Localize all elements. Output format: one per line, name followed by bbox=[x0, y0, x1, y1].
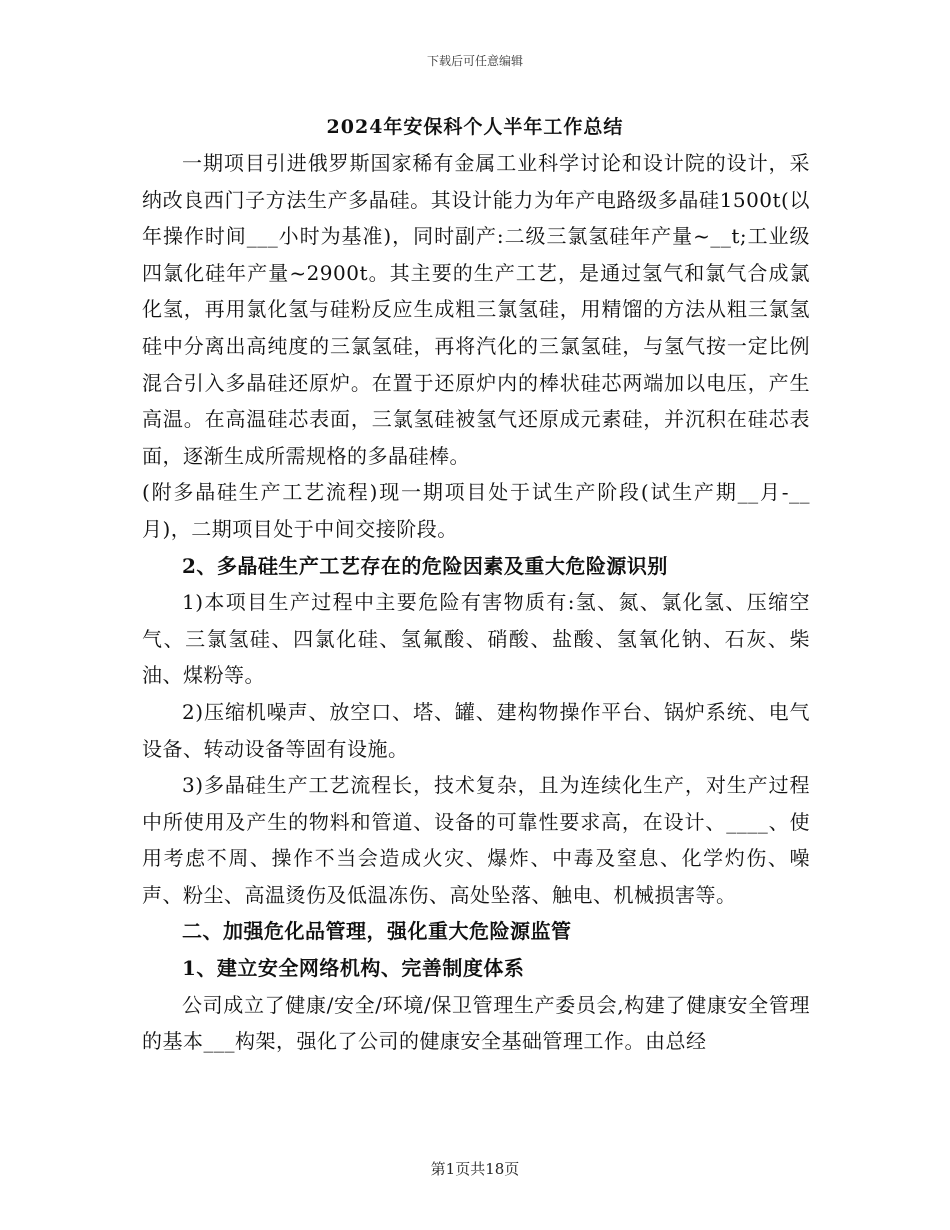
paragraph-project-intro: 一期项目引进俄罗斯国家稀有金属工业科学讨论和设计院的设计，采纳改良西门子方法生产多晶硅。其设计能力为年产电路级多晶硅1500t(以年操作时间___小时为基准)，同时副产:二级三氯氢硅年产量~__t;工业级四氯化硅年产量~2900t。其主要的生产工艺，是通过氢气和氯气合成氯化氢，再用氯化氢与硅粉反应生成粗三氯氢硅，用精馏的方法从粗三氯氢硅中分离出高纯度的三氯氢硅，再将汽化的三氯氢硅，与氢气按一定比例混合引入多晶硅还原炉。在置于还原炉内的棒状硅芯两端加以电压，产生高温。在高温硅芯表面，三氯氢硅被氢气还原成元素硅，并沉积在硅芯表面，逐渐生成所需规格的多晶硅棒。 bbox=[142, 151, 810, 468]
section-heading-hazards: 2、多晶硅生产工艺存在的危险因素及重大危险源识别 bbox=[182, 553, 668, 578]
document-title: 2024年安保科个人半年工作总结 bbox=[326, 116, 624, 138]
paragraph-committee: 公司成立了健康/安全/环境/保卫管理生产委员会,构建了健康安全管理的基本___构架，强化了公司的健康安全基础管理工作。由总经 bbox=[142, 992, 810, 1054]
paragraph-project-status: (附多晶硅生产工艺流程)现一期项目处于试生产阶段(试生产期__月-__月)，二期项目处于中间交接阶段。 bbox=[142, 480, 810, 541]
paragraph-hazard-2: 2)压缩机噪声、放空口、塔、罐、建构物操作平台、锅炉系统、电气设备、转动设备等固有设施。 bbox=[142, 699, 810, 761]
section-heading-network: 1、建立安全网络机构、完善制度体系 bbox=[182, 956, 525, 981]
section-heading-management: 二、加强危化品管理，强化重大危险源监管 bbox=[182, 919, 572, 944]
paragraph-hazard-3: 3)多晶硅生产工艺流程长，技术复杂，且为连续化生产，对生产过程中所使用及产生的物料和管道、设备的可靠性要求高，在设计、____、使用考虑不周、操作不当会造成火灾、爆炸、中毒及窒息、化学灼伤、噪声、粉尘、高温烫伤及低温冻伤、高处坠落、触电、机械损害等。 bbox=[142, 773, 810, 907]
page-number: 第1页共18页 bbox=[430, 1160, 520, 1178]
document-body bbox=[142, 145, 810, 1060]
paragraph-hazard-1: 1)本项目生产过程中主要危险有害物质有:氢、氮、氯化氢、压缩空气、三氯氢硅、四氯化硅、氢氟酸、硝酸、盐酸、氢氧化钠、石灰、柴油、煤粉等。 bbox=[142, 590, 810, 688]
page-header: 下载后可任意编辑 bbox=[426, 54, 523, 68]
